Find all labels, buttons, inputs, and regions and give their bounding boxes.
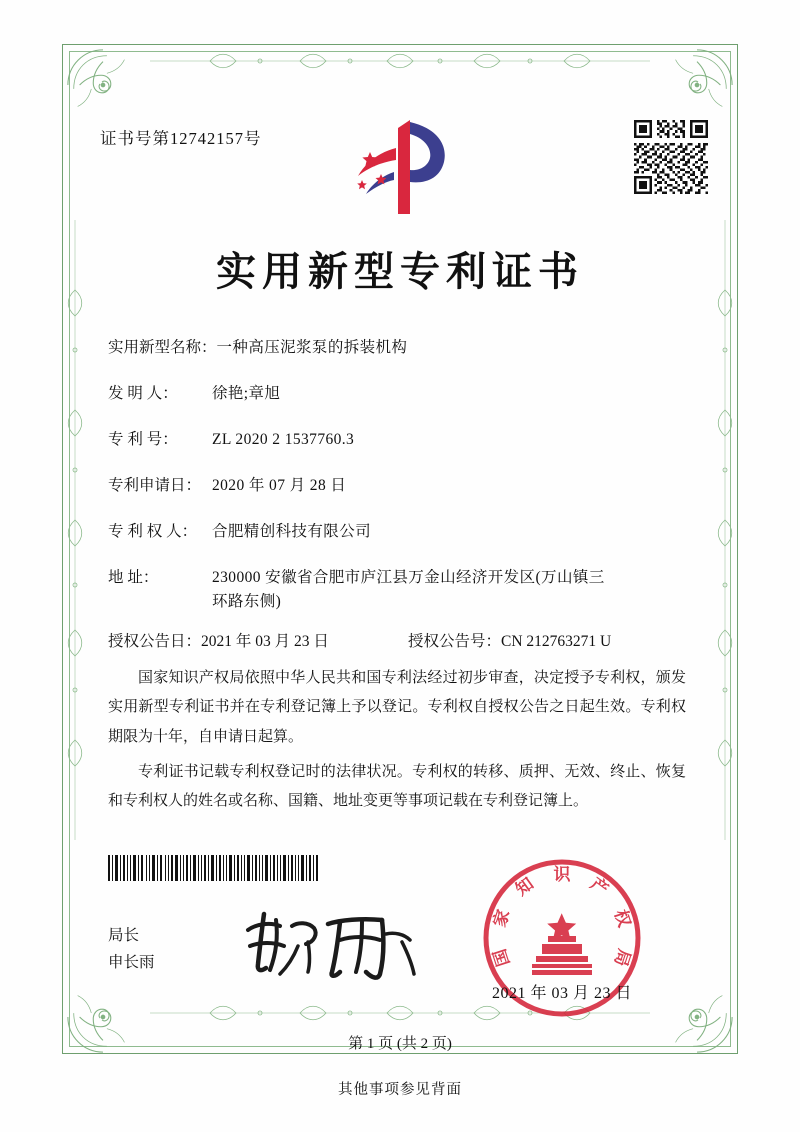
field-label: 专 利 号： (108, 431, 178, 449)
field-utility-model-name (108, 336, 688, 360)
paragraph-2: 专利证书记载专利权登记时的法律状况。专利权的转移、质押、无效、终止、恢复和专利权人的姓名或名称、国籍、地址变更等事项记载在专利登记簿上。 (108, 763, 686, 809)
certificate-fields (108, 336, 688, 664)
field-value: 徐艳;章旭 (212, 385, 281, 403)
field-label: 地 址： (108, 569, 159, 587)
field-grant-row (108, 630, 688, 654)
field-value: CN 212763271 U (501, 633, 612, 651)
director-label: 局长 (108, 927, 140, 944)
field-label: 发 明 人： (108, 385, 178, 403)
field-value-line-1: 230000 安徽省合肥市庐江县万金山经济开发区(万山镇三 (212, 569, 605, 587)
border-flourish-icon (62, 220, 88, 840)
svg-text:局: 局 (609, 946, 635, 969)
certificate-number: 证书号第12742157号 (100, 129, 262, 148)
svg-text:权: 权 (609, 907, 635, 930)
field-label: 专利申请日： (108, 477, 202, 495)
field-label: 专 利 权 人： (108, 523, 198, 541)
field-value: 2021 年 03 月 23 日 (201, 633, 329, 651)
border-flourish-icon (150, 48, 650, 74)
director-block (108, 922, 155, 976)
field-announcement-date (108, 630, 408, 654)
field-inventor (108, 382, 688, 406)
field-label: 实用新型名称： (108, 339, 217, 356)
field-value-line-2: 环路东侧) (212, 593, 282, 611)
svg-text:识: 识 (553, 865, 571, 885)
field-value-wrapper (212, 566, 688, 614)
field-patentee (108, 520, 688, 544)
field-value: 一种高压泥浆泵的拆装机构 (216, 339, 408, 356)
field-label: 授权公告日： (108, 633, 202, 651)
page-title: 实用新型专利证书 (216, 248, 584, 295)
field-label: 授权公告号： (408, 633, 502, 651)
svg-text:家: 家 (489, 907, 515, 930)
svg-text:知: 知 (512, 873, 538, 901)
svg-text:国: 国 (489, 946, 515, 969)
qr-code-icon (634, 120, 708, 194)
seal-date: 2021 年 03 月 23 日 (492, 985, 633, 1002)
field-patent-number (108, 428, 688, 452)
footnote: 其他事项参见背面 (338, 1082, 462, 1098)
corner-ornament-icon (658, 46, 736, 124)
handwritten-signature-icon (236, 906, 426, 982)
cnipa-logo-icon (340, 118, 460, 222)
corner-ornament-icon (64, 46, 142, 124)
field-announcement-number (408, 630, 611, 654)
field-value: 合肥精创科技有限公司 (212, 523, 372, 541)
director-name: 申长雨 (108, 954, 155, 972)
field-application-date (108, 474, 688, 498)
paragraph-1: 国家知识产权局依照中华人民共和国专利法经过初步审查，决定授予专利权，颁发实用新型专利证书并在专利登记簿上予以登记。专利权自授权公告之日起生效。专利权期限为十年，自申请日起算。 (108, 670, 686, 745)
barcode-icon (108, 855, 320, 881)
border-flourish-icon (712, 220, 738, 840)
page-indicator: 第 1 页 (共 2 页) (348, 1036, 452, 1052)
field-address (108, 566, 688, 614)
field-value: 2020 年 07 月 28 日 (212, 477, 347, 495)
legal-text (108, 664, 686, 822)
svg-text:产: 产 (586, 873, 612, 901)
field-value: ZL 2020 2 1537760.3 (212, 431, 355, 449)
